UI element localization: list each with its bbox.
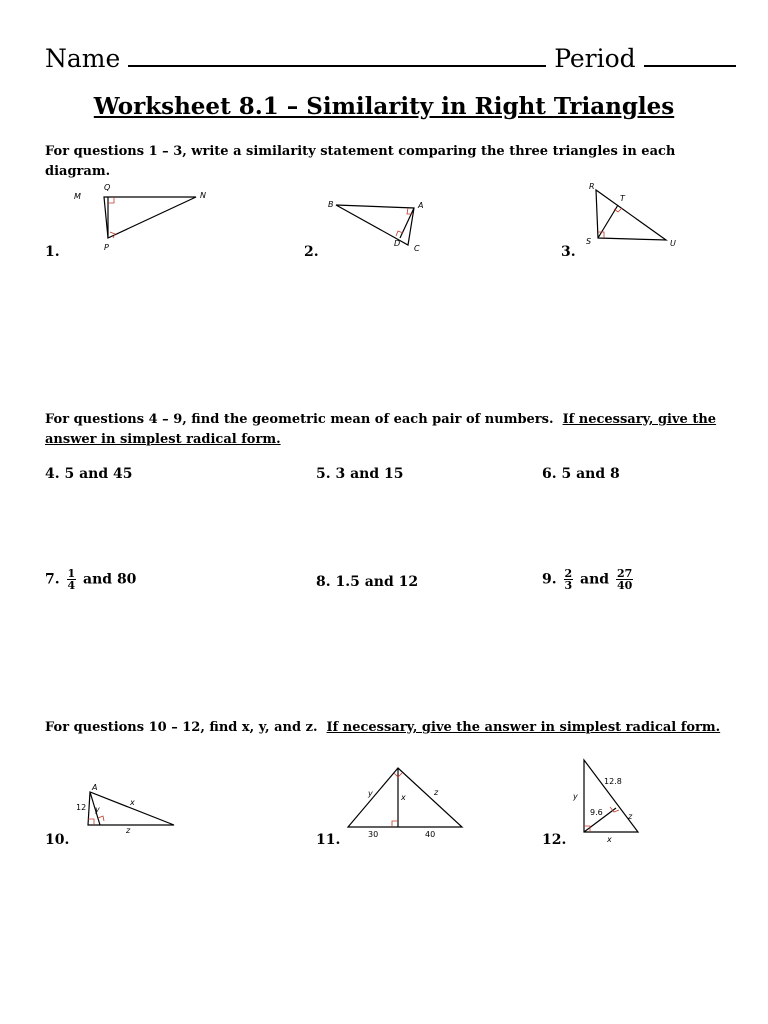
q12-label-z: z xyxy=(628,812,633,821)
q3-diagram xyxy=(582,178,692,258)
q11-label-x: x xyxy=(401,793,406,802)
q3-label-r: R xyxy=(589,182,595,191)
q1-label-q: Q xyxy=(104,183,111,192)
q2-number: 2. xyxy=(304,244,319,260)
q10-diagram xyxy=(70,778,182,838)
q2-label-a: A xyxy=(418,201,424,210)
q5-text: 5. 3 and 15 xyxy=(316,466,404,482)
q10-label-a: A xyxy=(92,783,98,792)
q1-label-n: N xyxy=(200,191,206,200)
q12-label-12-8: 12.8 xyxy=(604,777,622,786)
q7-fraction: $\frac{1}{4}$ xyxy=(67,567,76,592)
q9-text: 9. $\frac{2}{3}$ and $\frac{27}{40}$ xyxy=(542,567,633,592)
q1-label-p: P xyxy=(104,243,109,252)
q11-label-z: z xyxy=(434,788,439,797)
q10-number: 10. xyxy=(45,832,70,848)
q3-label-u: U xyxy=(670,239,676,248)
q4-text: 4. 5 and 45 xyxy=(45,466,133,482)
q10-label-12: 12 xyxy=(76,803,87,812)
q7-text: 7. $\frac{1}{4}$ and 80 xyxy=(45,567,137,592)
period-label: Period xyxy=(554,44,636,73)
q2-label-b: B xyxy=(328,200,334,209)
q8-text: 8. 1.5 and 12 xyxy=(316,574,419,590)
q11-label-30: 30 xyxy=(368,830,379,839)
q3-label-t: T xyxy=(620,194,625,203)
name-label: Name xyxy=(45,44,121,73)
q2-label-c: C xyxy=(414,244,420,253)
period-blank[interactable] xyxy=(644,45,736,67)
q11-diagram xyxy=(340,760,470,842)
q1-diagram xyxy=(68,180,218,260)
q2-label-d: D xyxy=(394,239,401,248)
q9-fraction-1: $\frac{2}{3}$ xyxy=(564,567,573,592)
q10-label-x: x xyxy=(130,798,135,807)
q6-text: 6. 5 and 8 xyxy=(542,466,620,482)
section2-instruction: For questions 4 – 9, find the geometric mean of each pair of numbers. If necessary, give the answer in simplest radical form. xyxy=(45,412,717,447)
q12-number: 12. xyxy=(542,832,567,848)
q11-label-y: y xyxy=(368,789,373,798)
q10-label-z: z xyxy=(126,826,131,835)
worksheet-title: Worksheet 8.1 – Similarity in Right Triangles xyxy=(93,93,675,120)
q9-fraction-2: $\frac{27}{40}$ xyxy=(616,567,633,592)
q12-label-y: y xyxy=(573,792,578,801)
q2-diagram xyxy=(324,195,434,255)
section1-instruction: For questions 1 – 3, write a similarity statement comparing the three triangles in each diagram. xyxy=(45,144,676,179)
q11-number: 11. xyxy=(316,832,341,848)
section3-instruction: For questions 10 – 12, find x, y, and z. If necessary, give the answer in simplest radical form. xyxy=(45,720,721,735)
q1-number: 1. xyxy=(45,244,60,260)
q12-diagram xyxy=(568,752,650,848)
q3-number: 3. xyxy=(561,244,576,260)
q1-label-m: M xyxy=(74,192,81,201)
q12-label-x: x xyxy=(607,835,612,844)
name-blank[interactable] xyxy=(128,45,546,67)
q10-label-y: y xyxy=(95,805,100,814)
name-period-header xyxy=(45,44,725,73)
q11-label-40: 40 xyxy=(425,830,436,839)
q3-label-s: S xyxy=(586,237,592,246)
q12-label-9-6: 9.6 xyxy=(590,808,603,817)
